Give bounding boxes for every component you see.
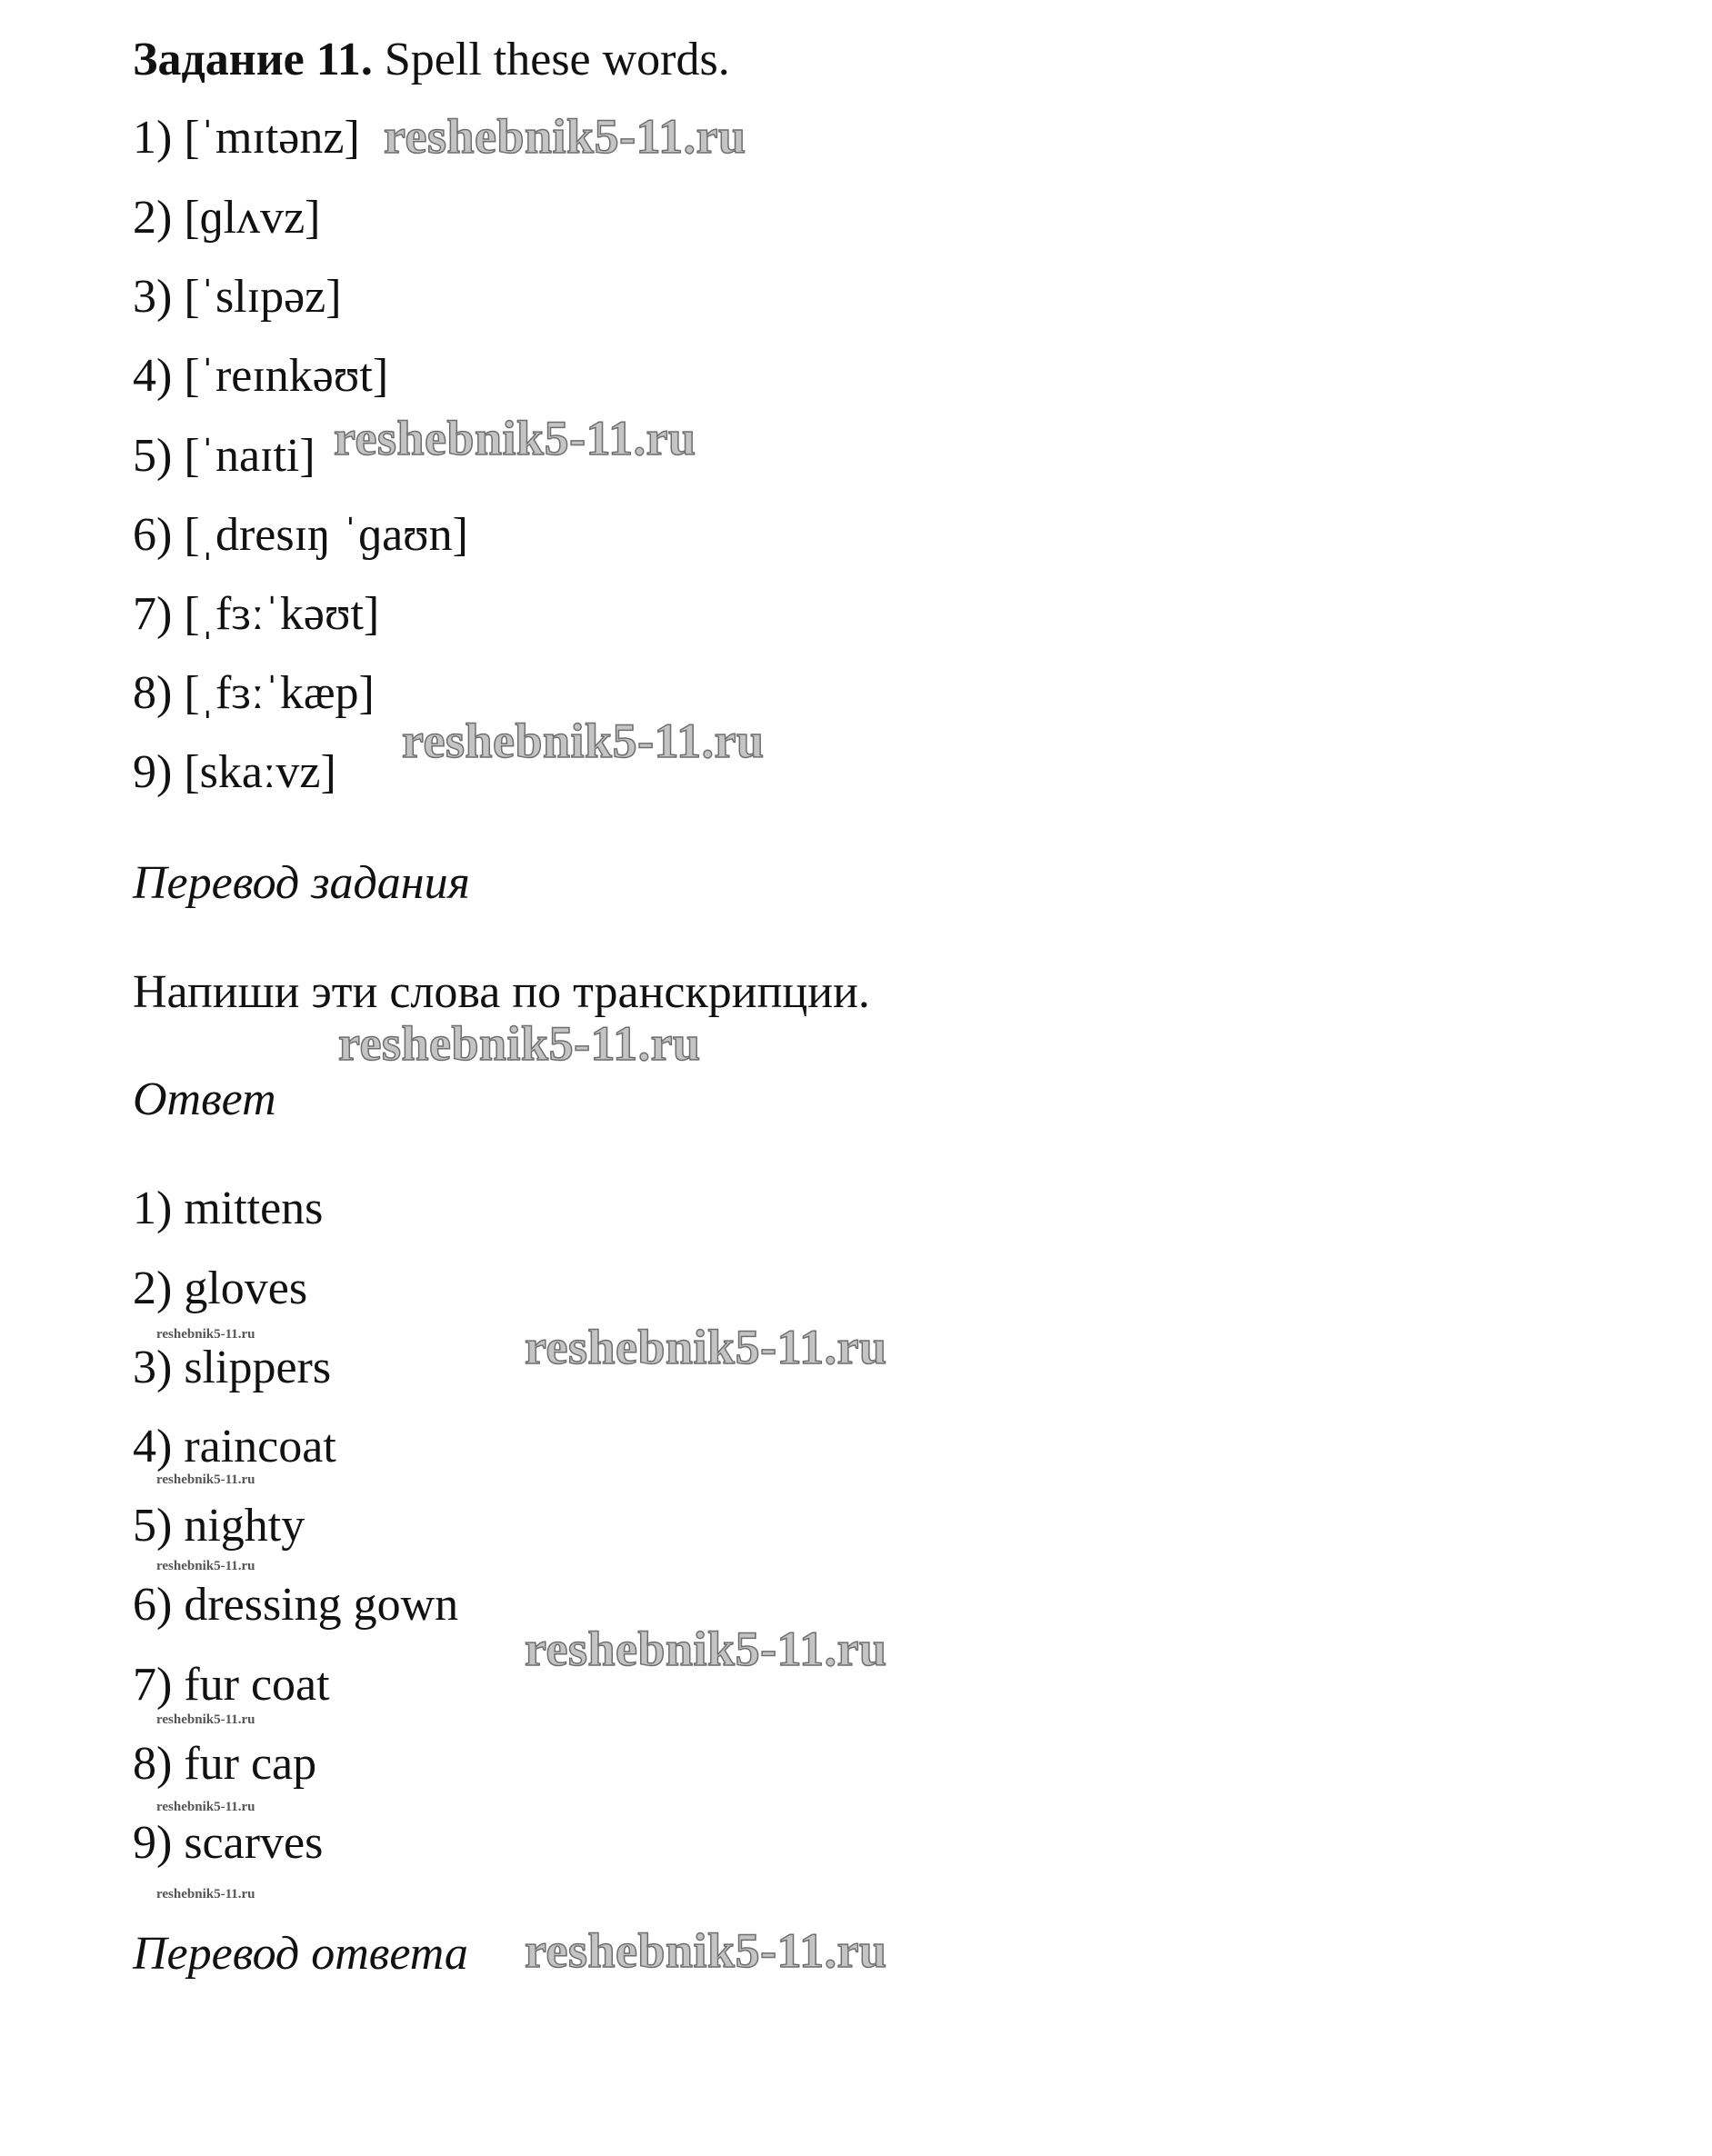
answer-item: 7) fur coat — [133, 1659, 330, 1711]
answer-item: 5) nighty — [133, 1500, 305, 1552]
transcription-item: 7) [ˌfɜːˈkəʊt] — [133, 588, 380, 640]
answer-heading: Ответ — [133, 1073, 276, 1125]
translation-text: Напиши эти слова по транскрипции. — [133, 966, 870, 1018]
watermark: reshebnik5-11.ru — [384, 109, 746, 164]
answer-item: 3) slippers — [133, 1342, 332, 1393]
watermark-small: reshebnik5-11.ru — [156, 1559, 255, 1573]
watermark: reshebnik5-11.ru — [525, 1923, 887, 1978]
transcription-item: 3) [ˈslɪpəz] — [133, 271, 342, 323]
watermark-small: reshebnik5-11.ru — [156, 1800, 255, 1814]
answer-item: 4) raincoat — [133, 1421, 336, 1472]
task-number: Задание 11. — [133, 34, 373, 85]
watermark-small: reshebnik5-11.ru — [156, 1887, 255, 1901]
answer-item: 6) dressing gown — [133, 1579, 459, 1631]
transcription-item: 6) [ˌdresɪŋ ˈɡaʊn] — [133, 509, 469, 561]
watermark: reshebnik5-11.ru — [525, 1622, 887, 1676]
translation-heading: Перевод задания — [133, 857, 470, 909]
transcription-item: 1) [ˈmɪtənz] — [133, 112, 360, 164]
watermark: reshebnik5-11.ru — [334, 411, 696, 465]
transcription-item: 2) [ɡlʌvz] — [133, 192, 321, 244]
task-instruction: Spell these words. — [384, 34, 730, 85]
answer-item: 1) mittens — [133, 1183, 324, 1234]
answer-item: 9) scarves — [133, 1817, 324, 1869]
watermark: reshebnik5-11.ru — [402, 714, 765, 768]
answer-item: 8) fur cap — [133, 1738, 317, 1790]
watermark-small: reshebnik5-11.ru — [156, 1712, 255, 1727]
answer-item: 2) gloves — [133, 1263, 308, 1314]
watermark-small: reshebnik5-11.ru — [156, 1327, 255, 1342]
watermark: reshebnik5-11.ru — [338, 1016, 701, 1071]
watermark: reshebnik5-11.ru — [525, 1320, 887, 1374]
watermark-small: reshebnik5-11.ru — [156, 1472, 255, 1487]
transcription-item: 8) [ˌfɜːˈkæp] — [133, 667, 375, 719]
task-title — [133, 31, 730, 89]
transcription-item: 5) [ˈnaɪti] — [133, 430, 315, 482]
answer-translation-heading: Перевод ответа — [133, 1928, 468, 1980]
transcription-item: 4) [ˈreɪnkəʊt] — [133, 350, 389, 402]
transcription-item: 9) [skaːvz] — [133, 746, 336, 798]
